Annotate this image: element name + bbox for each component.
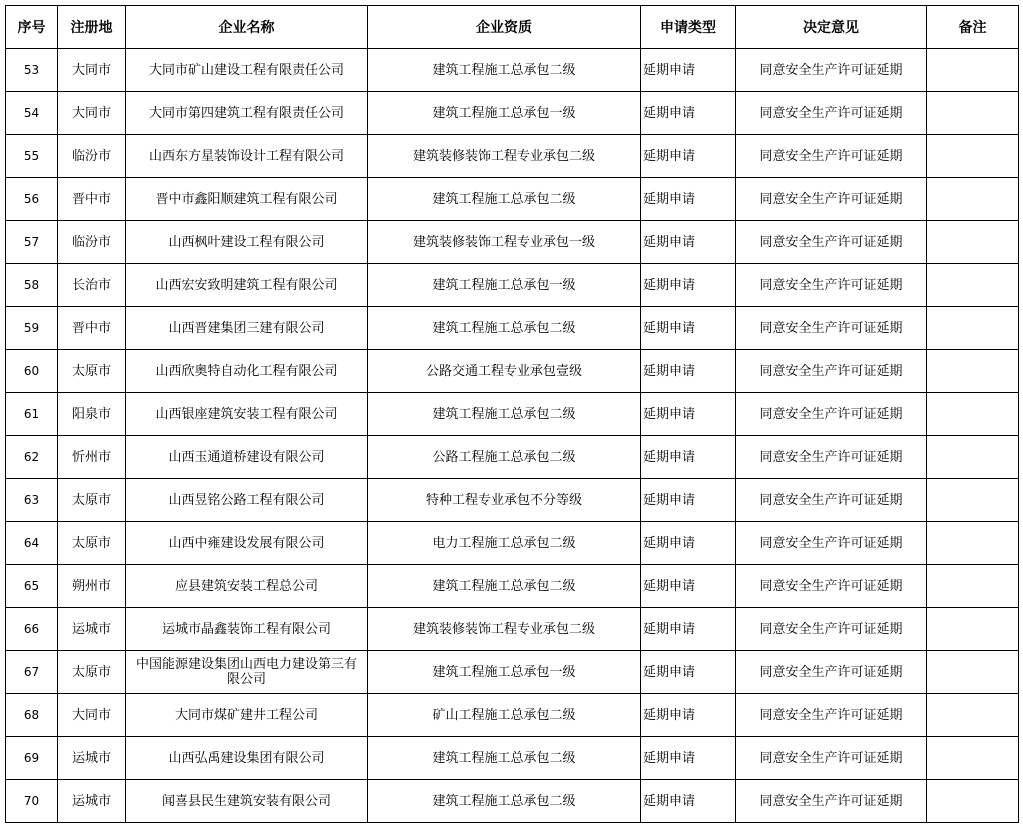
cell-note — [927, 436, 1019, 479]
cell-decision: 同意安全生产许可证延期 — [736, 135, 927, 178]
cell-company-name: 晋中市鑫阳顺建筑工程有限公司 — [126, 178, 368, 221]
cell-serial-number: 68 — [6, 694, 58, 737]
table-row — [6, 694, 1019, 737]
cell-decision: 同意安全生产许可证延期 — [736, 522, 927, 565]
cell-note — [927, 522, 1019, 565]
cell-application-type: 延期申请 — [641, 608, 736, 651]
cell-application-type: 延期申请 — [641, 694, 736, 737]
table-row — [6, 135, 1019, 178]
cell-decision: 同意安全生产许可证延期 — [736, 737, 927, 780]
cell-application-type: 延期申请 — [641, 393, 736, 436]
cell-qualification: 建筑工程施工总承包一级 — [368, 264, 641, 307]
cell-company-name: 应县建筑安装工程总公司 — [126, 565, 368, 608]
table-row — [6, 737, 1019, 780]
header-region: 注册地 — [58, 6, 126, 49]
cell-note — [927, 651, 1019, 694]
header-application-type: 申请类型 — [641, 6, 736, 49]
header-row — [6, 6, 1019, 49]
cell-decision: 同意安全生产许可证延期 — [736, 264, 927, 307]
header-note: 备注 — [927, 6, 1019, 49]
cell-serial-number: 66 — [6, 608, 58, 651]
cell-qualification: 建筑工程施工总承包二级 — [368, 780, 641, 823]
cell-qualification: 公路交通工程专业承包壹级 — [368, 350, 641, 393]
cell-note — [927, 737, 1019, 780]
cell-application-type: 延期申请 — [641, 479, 736, 522]
header-decision: 决定意见 — [736, 6, 927, 49]
cell-qualification: 建筑装修装饰工程专业承包二级 — [368, 135, 641, 178]
table-row — [6, 393, 1019, 436]
cell-serial-number: 60 — [6, 350, 58, 393]
cell-application-type: 延期申请 — [641, 92, 736, 135]
cell-serial-number: 57 — [6, 221, 58, 264]
table-row — [6, 479, 1019, 522]
cell-qualification: 建筑工程施工总承包一级 — [368, 651, 641, 694]
cell-decision: 同意安全生产许可证延期 — [736, 479, 927, 522]
cell-region: 临汾市 — [58, 135, 126, 178]
cell-application-type: 延期申请 — [641, 307, 736, 350]
cell-company-name: 大同市煤矿建井工程公司 — [126, 694, 368, 737]
cell-company-name: 山西中雍建设发展有限公司 — [126, 522, 368, 565]
cell-qualification: 建筑工程施工总承包二级 — [368, 737, 641, 780]
cell-qualification: 建筑装修装饰工程专业承包二级 — [368, 608, 641, 651]
cell-company-name: 山西昱铭公路工程有限公司 — [126, 479, 368, 522]
cell-region: 大同市 — [58, 694, 126, 737]
cell-region: 运城市 — [58, 737, 126, 780]
cell-serial-number: 61 — [6, 393, 58, 436]
cell-serial-number: 56 — [6, 178, 58, 221]
cell-decision: 同意安全生产许可证延期 — [736, 780, 927, 823]
cell-application-type: 延期申请 — [641, 780, 736, 823]
cell-qualification: 建筑工程施工总承包二级 — [368, 307, 641, 350]
cell-qualification: 矿山工程施工总承包二级 — [368, 694, 641, 737]
cell-serial-number: 55 — [6, 135, 58, 178]
cell-note — [927, 350, 1019, 393]
cell-serial-number: 53 — [6, 49, 58, 92]
cell-decision: 同意安全生产许可证延期 — [736, 178, 927, 221]
cell-qualification: 建筑工程施工总承包二级 — [368, 178, 641, 221]
cell-decision: 同意安全生产许可证延期 — [736, 92, 927, 135]
cell-decision: 同意安全生产许可证延期 — [736, 221, 927, 264]
cell-company-name: 大同市第四建筑工程有限责任公司 — [126, 92, 368, 135]
cell-note — [927, 307, 1019, 350]
cell-note — [927, 393, 1019, 436]
cell-decision: 同意安全生产许可证延期 — [736, 350, 927, 393]
cell-application-type: 延期申请 — [641, 350, 736, 393]
cell-decision: 同意安全生产许可证延期 — [736, 393, 927, 436]
cell-serial-number: 58 — [6, 264, 58, 307]
table-row — [6, 307, 1019, 350]
table-row — [6, 178, 1019, 221]
header-company-name: 企业名称 — [126, 6, 368, 49]
cell-company-name: 山西晋建集团三建有限公司 — [126, 307, 368, 350]
header-serial-number: 序号 — [6, 6, 58, 49]
cell-qualification: 特种工程专业承包不分等级 — [368, 479, 641, 522]
cell-region: 运城市 — [58, 608, 126, 651]
table-row — [6, 221, 1019, 264]
cell-company-name: 闻喜县民生建筑安装有限公司 — [126, 780, 368, 823]
table-row — [6, 780, 1019, 823]
cell-company-name: 运城市晶鑫装饰工程有限公司 — [126, 608, 368, 651]
cell-company-name: 山西玉通道桥建设有限公司 — [126, 436, 368, 479]
cell-region: 长治市 — [58, 264, 126, 307]
cell-application-type: 延期申请 — [641, 264, 736, 307]
cell-note — [927, 221, 1019, 264]
cell-serial-number: 67 — [6, 651, 58, 694]
table-row — [6, 264, 1019, 307]
cell-qualification: 建筑工程施工总承包一级 — [368, 92, 641, 135]
cell-note — [927, 135, 1019, 178]
cell-application-type: 延期申请 — [641, 737, 736, 780]
cell-region: 太原市 — [58, 479, 126, 522]
cell-serial-number: 69 — [6, 737, 58, 780]
cell-note — [927, 49, 1019, 92]
cell-note — [927, 264, 1019, 307]
header-qualification: 企业资质 — [368, 6, 641, 49]
cell-note — [927, 694, 1019, 737]
cell-qualification: 建筑工程施工总承包二级 — [368, 393, 641, 436]
cell-region: 晋中市 — [58, 178, 126, 221]
cell-company-name: 中国能源建设集团山西电力建设第三有限公司 — [126, 651, 368, 694]
cell-serial-number: 59 — [6, 307, 58, 350]
cell-region: 朔州市 — [58, 565, 126, 608]
cell-application-type: 延期申请 — [641, 221, 736, 264]
cell-serial-number: 54 — [6, 92, 58, 135]
cell-region: 运城市 — [58, 780, 126, 823]
table-body — [6, 49, 1019, 823]
cell-decision: 同意安全生产许可证延期 — [736, 694, 927, 737]
cell-serial-number: 70 — [6, 780, 58, 823]
cell-note — [927, 479, 1019, 522]
table-row — [6, 608, 1019, 651]
cell-application-type: 延期申请 — [641, 565, 736, 608]
cell-note — [927, 608, 1019, 651]
cell-company-name: 山西枫叶建设工程有限公司 — [126, 221, 368, 264]
cell-application-type: 延期申请 — [641, 522, 736, 565]
permit-table — [5, 5, 1019, 823]
table-row — [6, 92, 1019, 135]
cell-decision: 同意安全生产许可证延期 — [736, 307, 927, 350]
cell-note — [927, 780, 1019, 823]
cell-application-type: 延期申请 — [641, 178, 736, 221]
cell-serial-number: 65 — [6, 565, 58, 608]
cell-region: 晋中市 — [58, 307, 126, 350]
cell-qualification: 建筑工程施工总承包二级 — [368, 49, 641, 92]
cell-region: 太原市 — [58, 350, 126, 393]
table-row — [6, 49, 1019, 92]
cell-serial-number: 64 — [6, 522, 58, 565]
cell-region: 太原市 — [58, 651, 126, 694]
cell-application-type: 延期申请 — [641, 436, 736, 479]
cell-decision: 同意安全生产许可证延期 — [736, 608, 927, 651]
cell-company-name: 大同市矿山建设工程有限责任公司 — [126, 49, 368, 92]
cell-company-name: 山西宏安致明建筑工程有限公司 — [126, 264, 368, 307]
cell-region: 太原市 — [58, 522, 126, 565]
cell-region: 大同市 — [58, 49, 126, 92]
cell-qualification: 建筑装修装饰工程专业承包一级 — [368, 221, 641, 264]
cell-serial-number: 62 — [6, 436, 58, 479]
cell-region: 忻州市 — [58, 436, 126, 479]
table-row — [6, 350, 1019, 393]
cell-decision: 同意安全生产许可证延期 — [736, 436, 927, 479]
cell-note — [927, 178, 1019, 221]
cell-serial-number: 63 — [6, 479, 58, 522]
table-row — [6, 436, 1019, 479]
cell-decision: 同意安全生产许可证延期 — [736, 49, 927, 92]
cell-application-type: 延期申请 — [641, 651, 736, 694]
cell-decision: 同意安全生产许可证延期 — [736, 651, 927, 694]
cell-note — [927, 565, 1019, 608]
table-row — [6, 522, 1019, 565]
cell-region: 阳泉市 — [58, 393, 126, 436]
cell-application-type: 延期申请 — [641, 49, 736, 92]
cell-region: 临汾市 — [58, 221, 126, 264]
cell-qualification: 建筑工程施工总承包二级 — [368, 565, 641, 608]
cell-company-name: 山西东方星装饰设计工程有限公司 — [126, 135, 368, 178]
table-row — [6, 565, 1019, 608]
cell-decision: 同意安全生产许可证延期 — [736, 565, 927, 608]
cell-company-name: 山西银座建筑安装工程有限公司 — [126, 393, 368, 436]
table-row — [6, 651, 1019, 694]
cell-company-name: 山西欣奥特自动化工程有限公司 — [126, 350, 368, 393]
cell-qualification: 电力工程施工总承包二级 — [368, 522, 641, 565]
cell-qualification: 公路工程施工总承包二级 — [368, 436, 641, 479]
cell-note — [927, 92, 1019, 135]
cell-company-name: 山西弘禹建设集团有限公司 — [126, 737, 368, 780]
cell-application-type: 延期申请 — [641, 135, 736, 178]
cell-region: 大同市 — [58, 92, 126, 135]
